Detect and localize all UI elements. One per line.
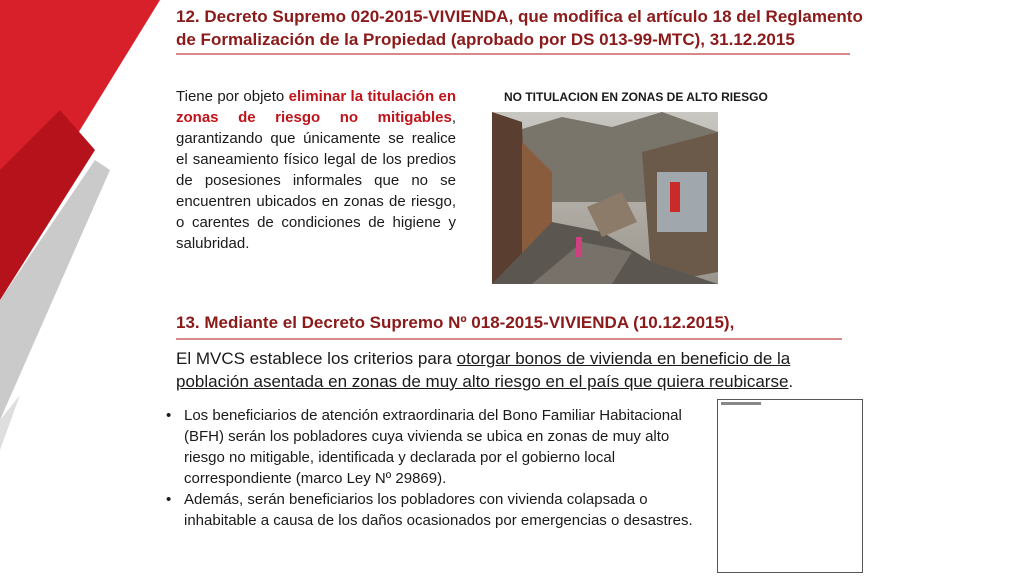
section-12-body: Tiene por objeto eliminar la titulación en zonas de riesgo no mitigables, garantizando que únicamente se realice el saneamiento físico legal de los predios de posesiones informales que no se encuentren ubicados en zonas de riesgo, o carentes de condiciones de higiene y salubridad.	[176, 88, 456, 252]
document-thumbnail	[717, 399, 863, 573]
title-underline-1	[176, 53, 850, 55]
list-item: • Además, serán beneficiarios los pobladores con vivienda colapsada o inhabitable a causa de los daños ocasionados por emergencias o desastres.	[166, 491, 693, 529]
section-13-title: 13. Mediante el Decreto Supremo Nº 018-2015-VIVIENDA (10.12.2015),	[176, 313, 735, 332]
document-header-mark	[721, 402, 761, 405]
section-12-title: 12. Decreto Supremo 020-2015-VIVIENDA, que modifica el artículo 18 del Reglamento de Formalización de la Propiedad (aprobado por DS 013-99-MTC), 31.12.2015	[176, 7, 863, 49]
bullet-icon: •	[166, 407, 172, 424]
image-caption: NO TITULACION EN ZONAS DE ALTO RIESGO	[504, 90, 768, 104]
landslide-photo	[492, 112, 718, 284]
section-13-paragraph: El MVCS establece los criterios para otorgar bonos de vivienda en beneficio de la población asentada en zonas de muy alto riesgo en el país que quiera reubicarse.	[176, 349, 794, 391]
highlight-text: eliminar la titulación en zonas de riesgo no mitigables	[176, 88, 456, 126]
list-item: • Los beneficiarios de atención extraordinaria del Bono Familiar Habitacional (BFH) serán los pobladores cuya vivienda se ubica en zonas de muy alto riesgo no mitigable, identificada y declarada por el gobierno local correspondiente (marco Ley Nº 29869).	[166, 407, 682, 487]
title-underline-2	[176, 338, 842, 340]
bullet-icon: •	[166, 491, 172, 508]
beneficiaries-list	[162, 405, 710, 531]
